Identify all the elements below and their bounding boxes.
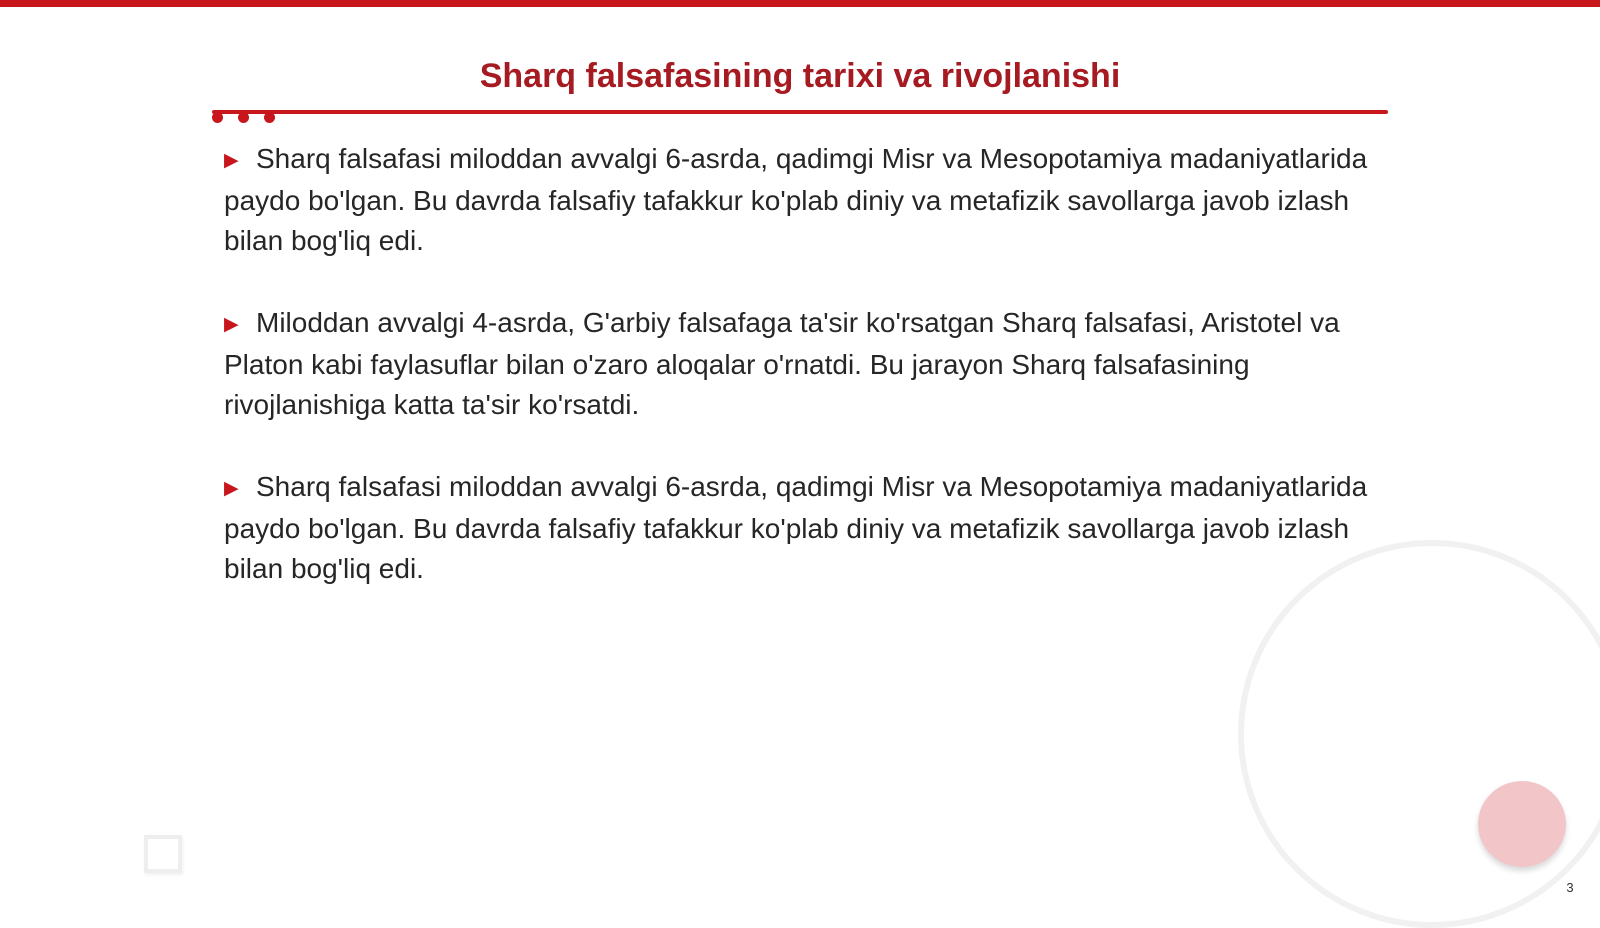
slide-title: Sharq falsafasining tarixi va rivojlanishi bbox=[479, 57, 1121, 95]
top-accent-bar bbox=[0, 0, 1600, 7]
decorative-circle bbox=[1478, 781, 1566, 867]
bullet-text: Sharq falsafasi miloddan avvalgi 6-asrda, qadimgi Misr va Mesopotamiya madaniyatlarida paydo bo'lgan. Bu davrda falsafiy tafakkur ko'plab diniy va metafizik savollarga javob izlash bilan bog'liq edi. bbox=[224, 143, 1368, 256]
slide-body bbox=[224, 139, 1384, 631]
bullet-text: Miloddan avvalgi 4-asrda, G'arbiy falsafaga ta'sir ko'rsatgan Sharq falsafasi, Aristotel va Platon kabi faylasuflar bilan o'zaro aloqalar o'rnatdi. Bu jarayon Sharq falsafasining rivojlanishiga katta ta'sir ko'rsatdi. bbox=[224, 307, 1340, 420]
bullet-paragraph bbox=[224, 139, 1384, 261]
underline-dot bbox=[264, 112, 275, 123]
underline-dot bbox=[238, 112, 249, 123]
bullet-paragraph bbox=[224, 467, 1384, 589]
decorative-ring bbox=[1238, 540, 1600, 928]
bullet-arrow-icon: ▶ bbox=[224, 478, 239, 499]
title-underline bbox=[212, 110, 1388, 114]
title-underline-dots bbox=[212, 112, 282, 124]
bullet-paragraph bbox=[224, 303, 1384, 425]
decorative-square bbox=[144, 835, 182, 873]
page-number: 3 bbox=[1566, 880, 1574, 895]
bullet-arrow-icon: ▶ bbox=[224, 314, 239, 335]
bullet-arrow-icon: ▶ bbox=[224, 150, 239, 171]
underline-dot bbox=[212, 112, 223, 123]
bullet-text: Sharq falsafasi miloddan avvalgi 6-asrda, qadimgi Misr va Mesopotamiya madaniyatlarida paydo bo'lgan. Bu davrda falsafiy tafakkur ko'plab diniy va metafizik savollarga javob izlash bilan bog'liq edi. bbox=[224, 471, 1368, 584]
